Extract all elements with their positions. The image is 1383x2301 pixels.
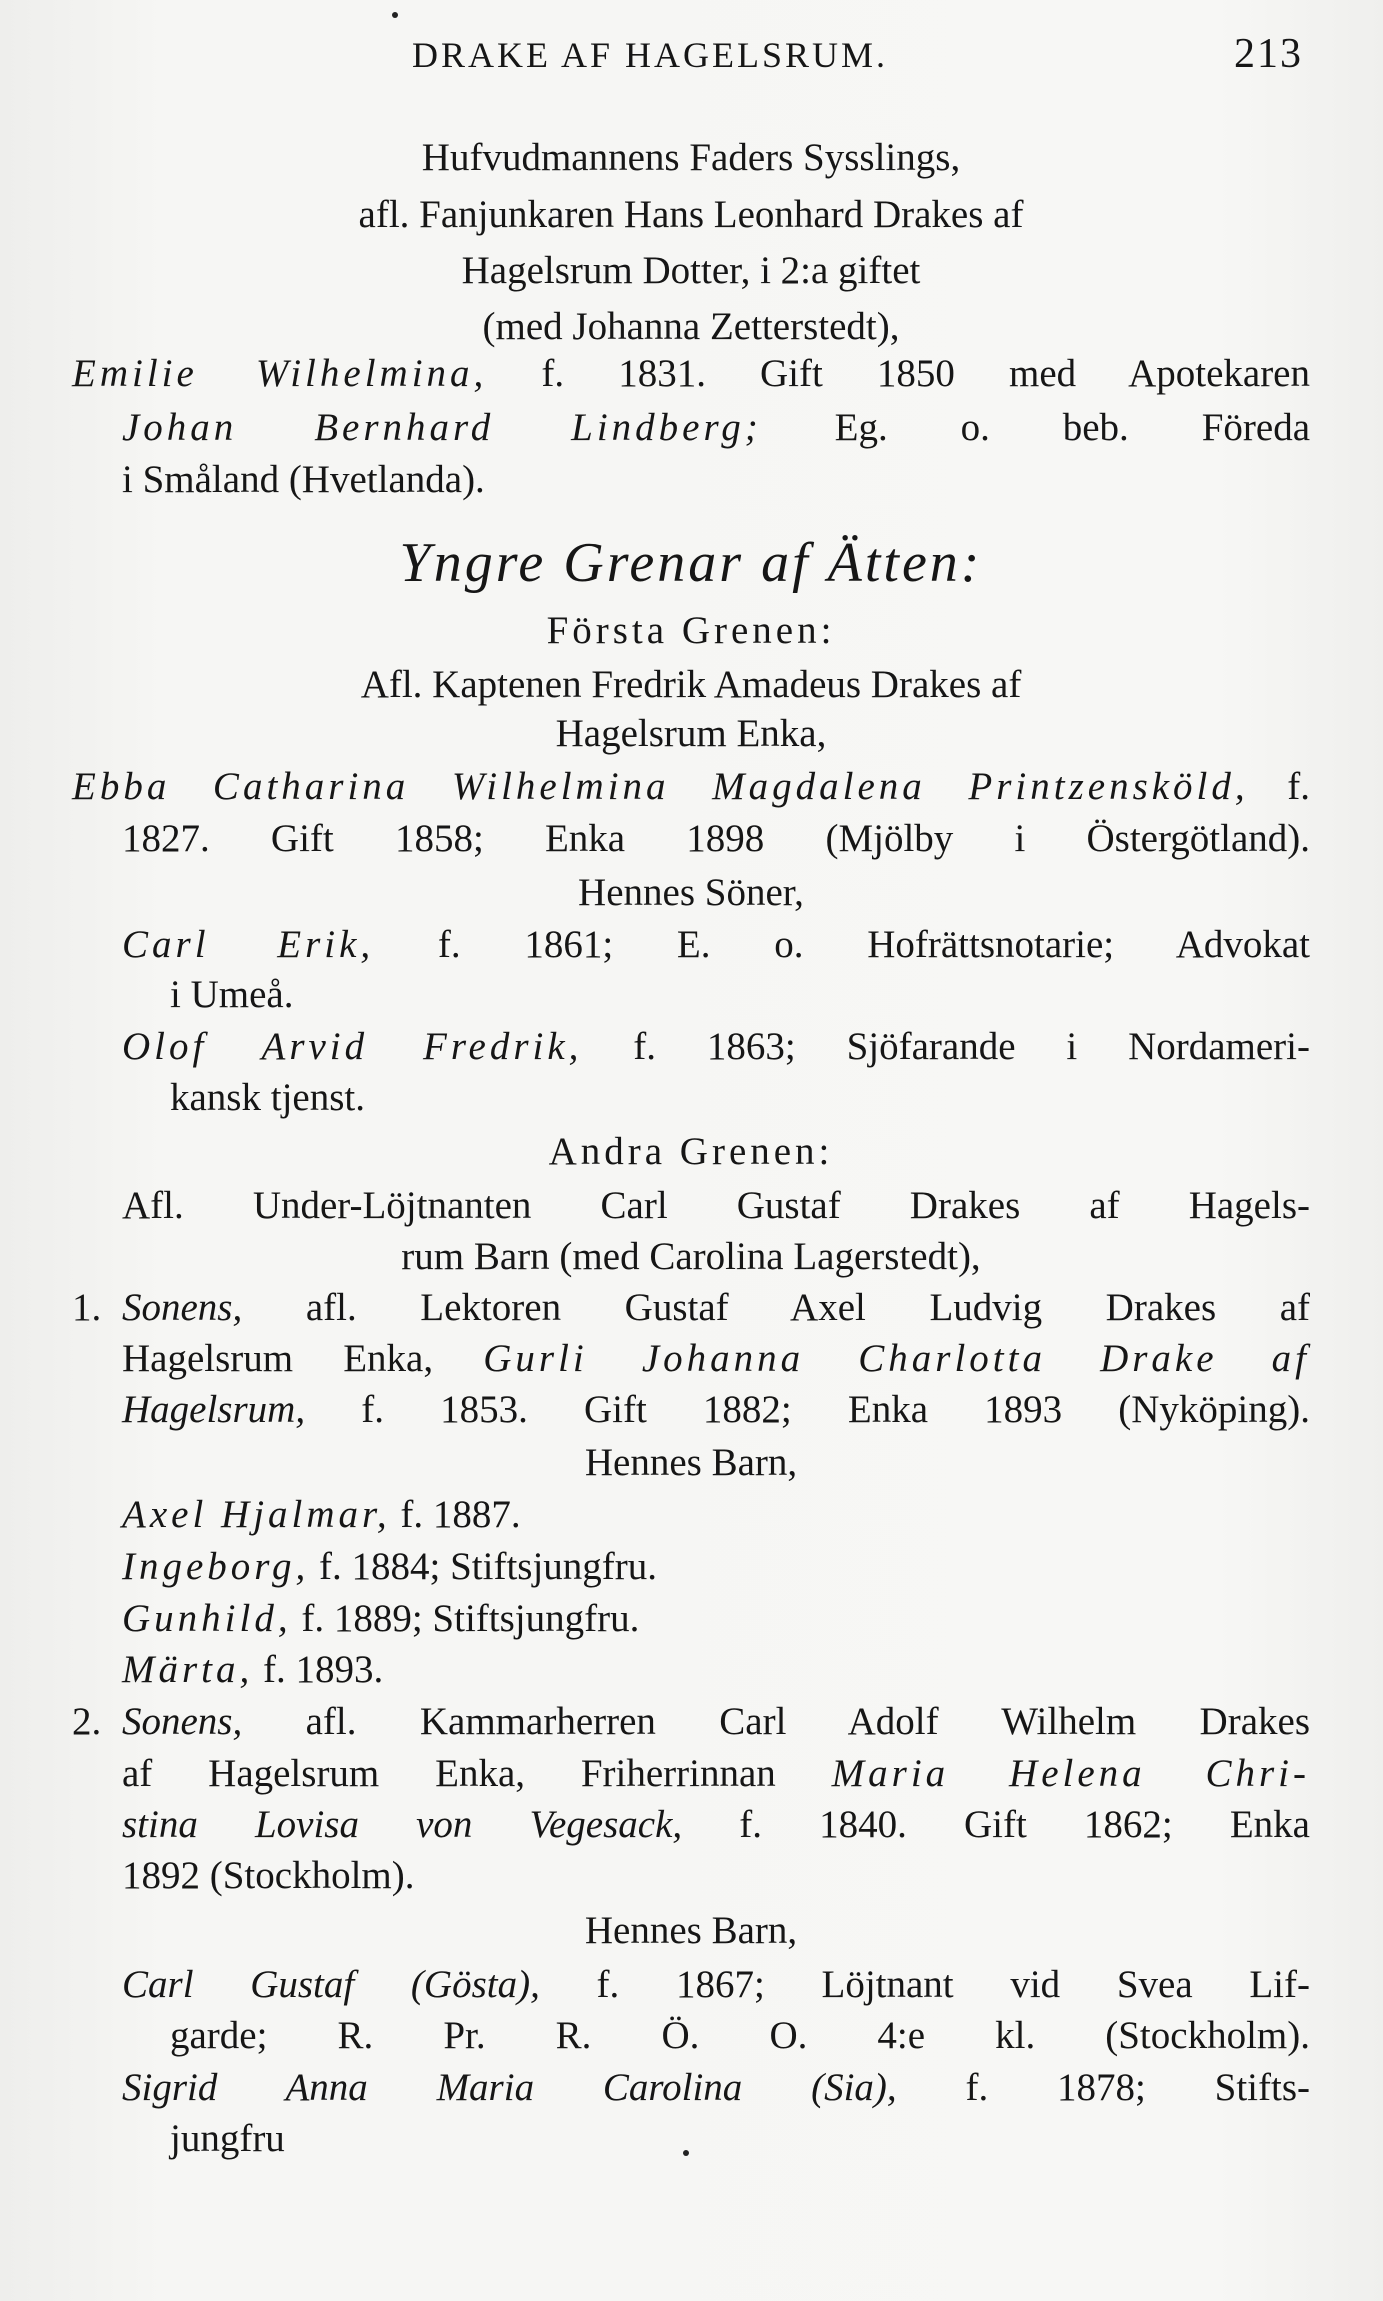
subheading: Hennes Söner,	[578, 871, 804, 914]
text-line: Afl. Under-Löjtnanten Carl Gustaf Drakes af Hagels-	[122, 1184, 1310, 1227]
entry-text: f. 1840. Gift 1862; Enka	[739, 1803, 1310, 1846]
person-name: Sigrid Anna Maria Carolina (Sia),	[122, 2066, 897, 2109]
text-line: Hagelsrum Enka,	[555, 712, 827, 755]
text-line: 1892 (Stockholm).	[122, 1854, 415, 1897]
text-line: i Småland (Hvetlanda).	[122, 458, 485, 501]
entry-line	[72, 349, 1310, 399]
entry-text: f. 1861; E. o. Hofrättsnotarie; Advokat	[437, 923, 1311, 966]
entry-text: f. 1853. Gift 1882; Enka 1893 (Nyköping).	[361, 1388, 1311, 1431]
entry-text: Eg. o. beb. Föreda	[834, 406, 1311, 449]
subsection-heading: Andra Grenen:	[548, 1130, 834, 1173]
entry-line	[122, 1542, 1310, 1592]
entry-line	[122, 1800, 1310, 1850]
text-line: Hagelsrum Dotter, i 2:a giftet	[461, 249, 921, 292]
entry-text: f. 1867; Löjtnant vid Svea Lif-	[596, 1963, 1310, 2006]
entry-line	[122, 1960, 1310, 2010]
entry-line	[122, 1749, 1310, 1799]
entry-line	[122, 1645, 1310, 1695]
entry-text: f. 1831. Gift 1850 med Apotekaren	[541, 352, 1310, 395]
entry-line	[72, 762, 1310, 812]
entry-label: Sonens,	[122, 1286, 243, 1329]
person-name: Axel Hjalmar,	[122, 1493, 391, 1536]
subsection-heading: Första Grenen:	[546, 609, 836, 652]
entry-text: f. 1884; Stiftsjungfru.	[319, 1545, 658, 1588]
person-name: Olof Arvid Fredrik,	[122, 1025, 583, 1068]
text-line: kansk tjenst.	[170, 1076, 365, 1119]
person-name: Ingeborg,	[122, 1545, 310, 1588]
entry-text: afl. Lektoren Gustaf Axel Ludvig Drakes af	[305, 1286, 1311, 1329]
person-name: stina Lovisa von Vegesack,	[122, 1803, 683, 1846]
entry-line	[122, 403, 1310, 453]
entry-text: f. 1878; Stifts-	[965, 2066, 1310, 2109]
entry-line	[122, 920, 1310, 970]
person-name: Carl Gustaf (Gösta),	[122, 1963, 540, 2006]
entry-text: f. 1863; Sjöfarande i Nordameri-	[633, 1025, 1310, 1068]
entry-number: 1.	[72, 1286, 102, 1329]
person-name: Gunhild,	[122, 1597, 292, 1640]
text-line: 1827. Gift 1858; Enka 1898 (Mjölby i Östergötland).	[122, 817, 1310, 860]
page-number: 213	[1234, 31, 1303, 77]
ink-dot	[683, 2150, 689, 2156]
entry-text: f.	[1287, 765, 1310, 808]
running-header: DRAKE AF HAGELSRUM.	[412, 35, 889, 75]
entry-text: afl. Kammarherren Carl Adolf Wilhelm Drakes	[305, 1700, 1311, 1743]
entry-line	[122, 1022, 1310, 1072]
text-line: afl. Fanjunkaren Hans Leonhard Drakes af	[358, 193, 1024, 236]
entry-line	[122, 1385, 1310, 1435]
entry-number: 2.	[72, 1700, 102, 1743]
section-title: Yngre Grenar af Ätten:	[399, 532, 983, 594]
text-line: garde; R. Pr. R. Ö. O. 4:e kl. (Stockholm).	[170, 2014, 1310, 2057]
entry-line	[122, 1283, 1310, 1333]
person-name: Maria Helena Chri-	[831, 1752, 1311, 1795]
entry-text: f. 1887.	[400, 1493, 521, 1536]
entry-line	[122, 1594, 1310, 1644]
person-name: Gurli Johanna Charlotta Drake af	[483, 1337, 1310, 1380]
text-line: jungfru	[170, 2117, 285, 2160]
entry-text: Hagelsrum Enka,	[122, 1337, 434, 1380]
person-name: Märta,	[122, 1648, 254, 1691]
entry-line	[122, 1334, 1310, 1384]
person-name: Hagelsrum,	[122, 1388, 306, 1431]
text-line: i Umeå.	[170, 973, 294, 1016]
entry-text: af Hagelsrum Enka, Friherrinnan	[122, 1752, 776, 1795]
entry-label: Sonens,	[122, 1700, 243, 1743]
subheading: Hennes Barn,	[584, 1909, 798, 1952]
entry-line	[122, 2063, 1310, 2113]
ink-dot	[392, 12, 398, 18]
person-name: Johan Bernhard Lindberg;	[122, 406, 762, 449]
person-name: Emilie Wilhelmina,	[72, 352, 488, 395]
entry-line	[122, 1490, 1310, 1540]
person-name: Carl Erik,	[122, 923, 375, 966]
text-line: rum Barn (med Carolina Lagerstedt),	[401, 1235, 981, 1278]
subheading: Hennes Barn,	[584, 1441, 798, 1484]
text-line: Afl. Kaptenen Fredrik Amadeus Drakes af	[360, 663, 1022, 706]
entry-text: f. 1889; Stiftsjungfru.	[301, 1597, 640, 1640]
text-line: (med Johanna Zetterstedt),	[482, 305, 900, 348]
entry-line	[122, 1697, 1310, 1747]
entry-text: f. 1893.	[263, 1648, 384, 1691]
person-name: Ebba Catharina Wilhelmina Magdalena Printzensköld,	[72, 765, 1249, 808]
text-line: Hufvudmannens Faders Sysslings,	[421, 136, 961, 179]
